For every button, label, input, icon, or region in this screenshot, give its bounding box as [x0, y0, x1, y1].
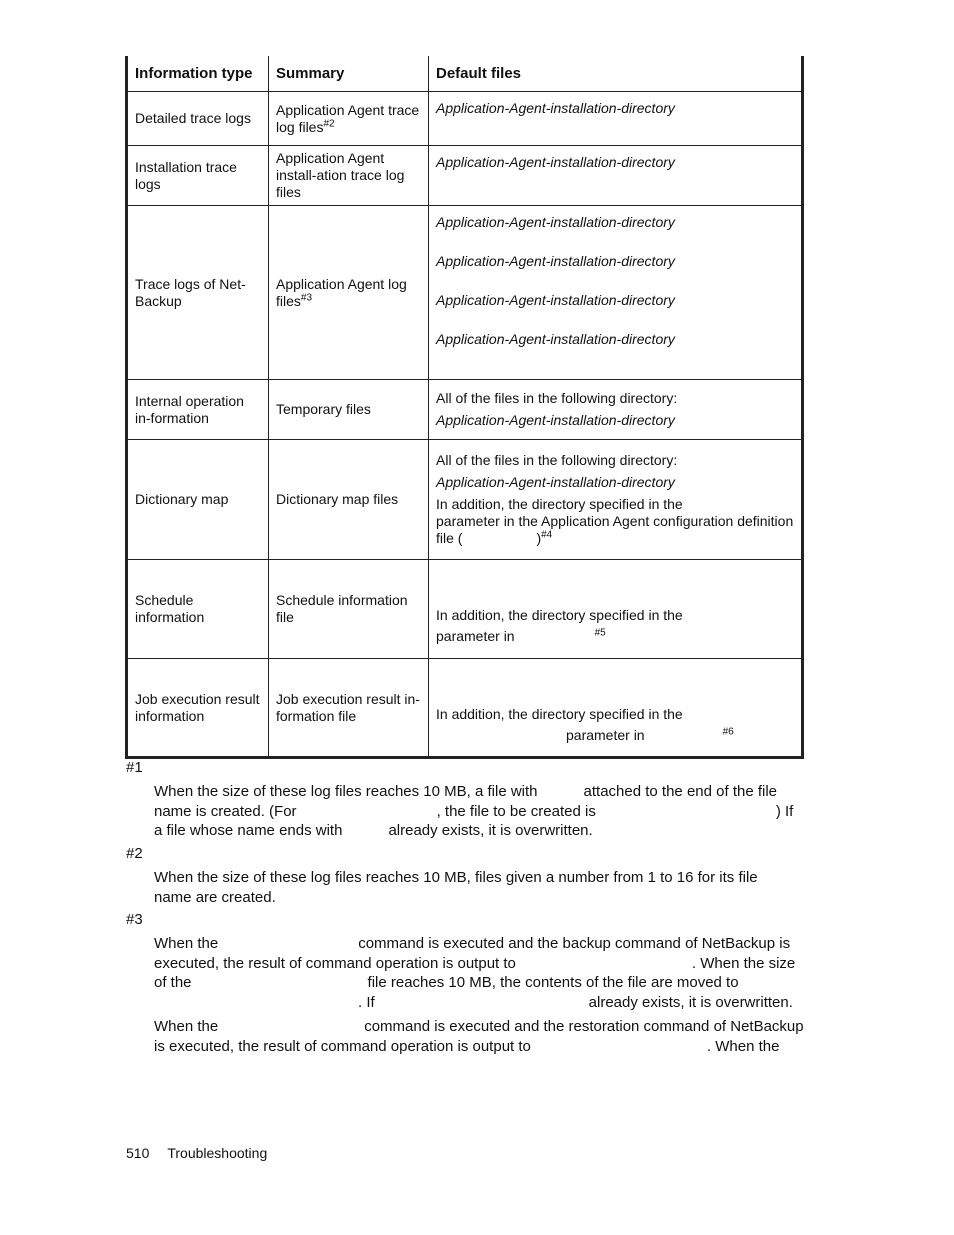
cell-summary: Dictionary map files	[269, 440, 429, 560]
cell-default-files: Application-Agent-installation-directory	[429, 146, 803, 206]
cell-type: Schedule information	[127, 560, 269, 659]
cell-default-files: In addition, the directory specified in the parameter in $^{\#5}$	[429, 560, 803, 659]
note-2: When the size of these log files reaches 10 MB, files given a number from 1 to 16 for its file name are created.	[154, 869, 758, 906]
cell-default-files: All of the files in the following directory: Application-Agent-installation-directory In addition, the directory specified in the parameter in the Application Agent configuration definition file ( )$^{\#4}$	[429, 440, 803, 560]
cell-type: Dictionary map	[127, 440, 269, 560]
header-default-files: Default files	[429, 56, 803, 92]
note-3: When the command is executed and the backup command of NetBackup is executed, the result of command operation is output to . When the size of the file reaches 10 MB, the contents of the file are moved to . If already exists, it is overwritten. When the command is executed and the restoration command of NetBackup is executed, the result of command operation is output to . When the	[154, 935, 804, 1055]
note-mark: #3	[126, 911, 143, 928]
table-row	[127, 92, 803, 146]
cell-type: Trace logs of Net-Backup	[127, 206, 269, 380]
table-row	[127, 440, 803, 560]
page-footer	[126, 1145, 285, 1161]
cell-summary: Application Agent log files$^{\#3}$	[269, 206, 429, 380]
cell-default-files: All of the files in the following directory: Application-Agent-installation-directory	[429, 380, 803, 440]
page-number: 510	[126, 1145, 150, 1161]
cell-type: Internal operation in-formation	[127, 380, 269, 440]
note-mark: #2	[126, 845, 143, 862]
header-summary: Summary	[269, 56, 429, 92]
cell-summary: Application Agent trace log files$^{\#2}$	[269, 92, 429, 146]
table-row	[127, 146, 803, 206]
table-row	[127, 380, 803, 440]
table-row	[127, 560, 803, 659]
cell-default-files: Application-Agent-installation-directory	[429, 92, 803, 146]
table-row	[127, 206, 803, 380]
cell-summary: Schedule information file	[269, 560, 429, 659]
section-name: Troubleshooting	[167, 1145, 268, 1161]
table-row	[127, 659, 803, 758]
cell-summary: Job execution result in-formation file	[269, 659, 429, 758]
cell-default-files: In addition, the directory specified in the parameter in $^{\#6}$	[429, 659, 803, 758]
header-information-type: Information type	[127, 56, 269, 92]
cell-type: Job execution result information	[127, 659, 269, 758]
cell-summary: Application Agent install-ation trace log files	[269, 146, 429, 206]
table-header-row	[127, 56, 803, 92]
note-1: When the size of these log files reaches 10 MB, a file with attached to the end of the file name is created. (For , the file to be created is ) If a file whose name ends with already exists, it is overwritten.	[154, 783, 794, 839]
information-table	[125, 56, 804, 759]
cell-type: Detailed trace logs	[127, 92, 269, 146]
cell-type: Installation trace logs	[127, 146, 269, 206]
note-mark: #1	[126, 759, 143, 776]
cell-default-files: Application-Agent-installation-directory Application-Agent-installation-directory Application-Agent-installation-directory Application-Agent-installation-directory	[429, 206, 803, 380]
cell-summary: Temporary files	[269, 380, 429, 440]
